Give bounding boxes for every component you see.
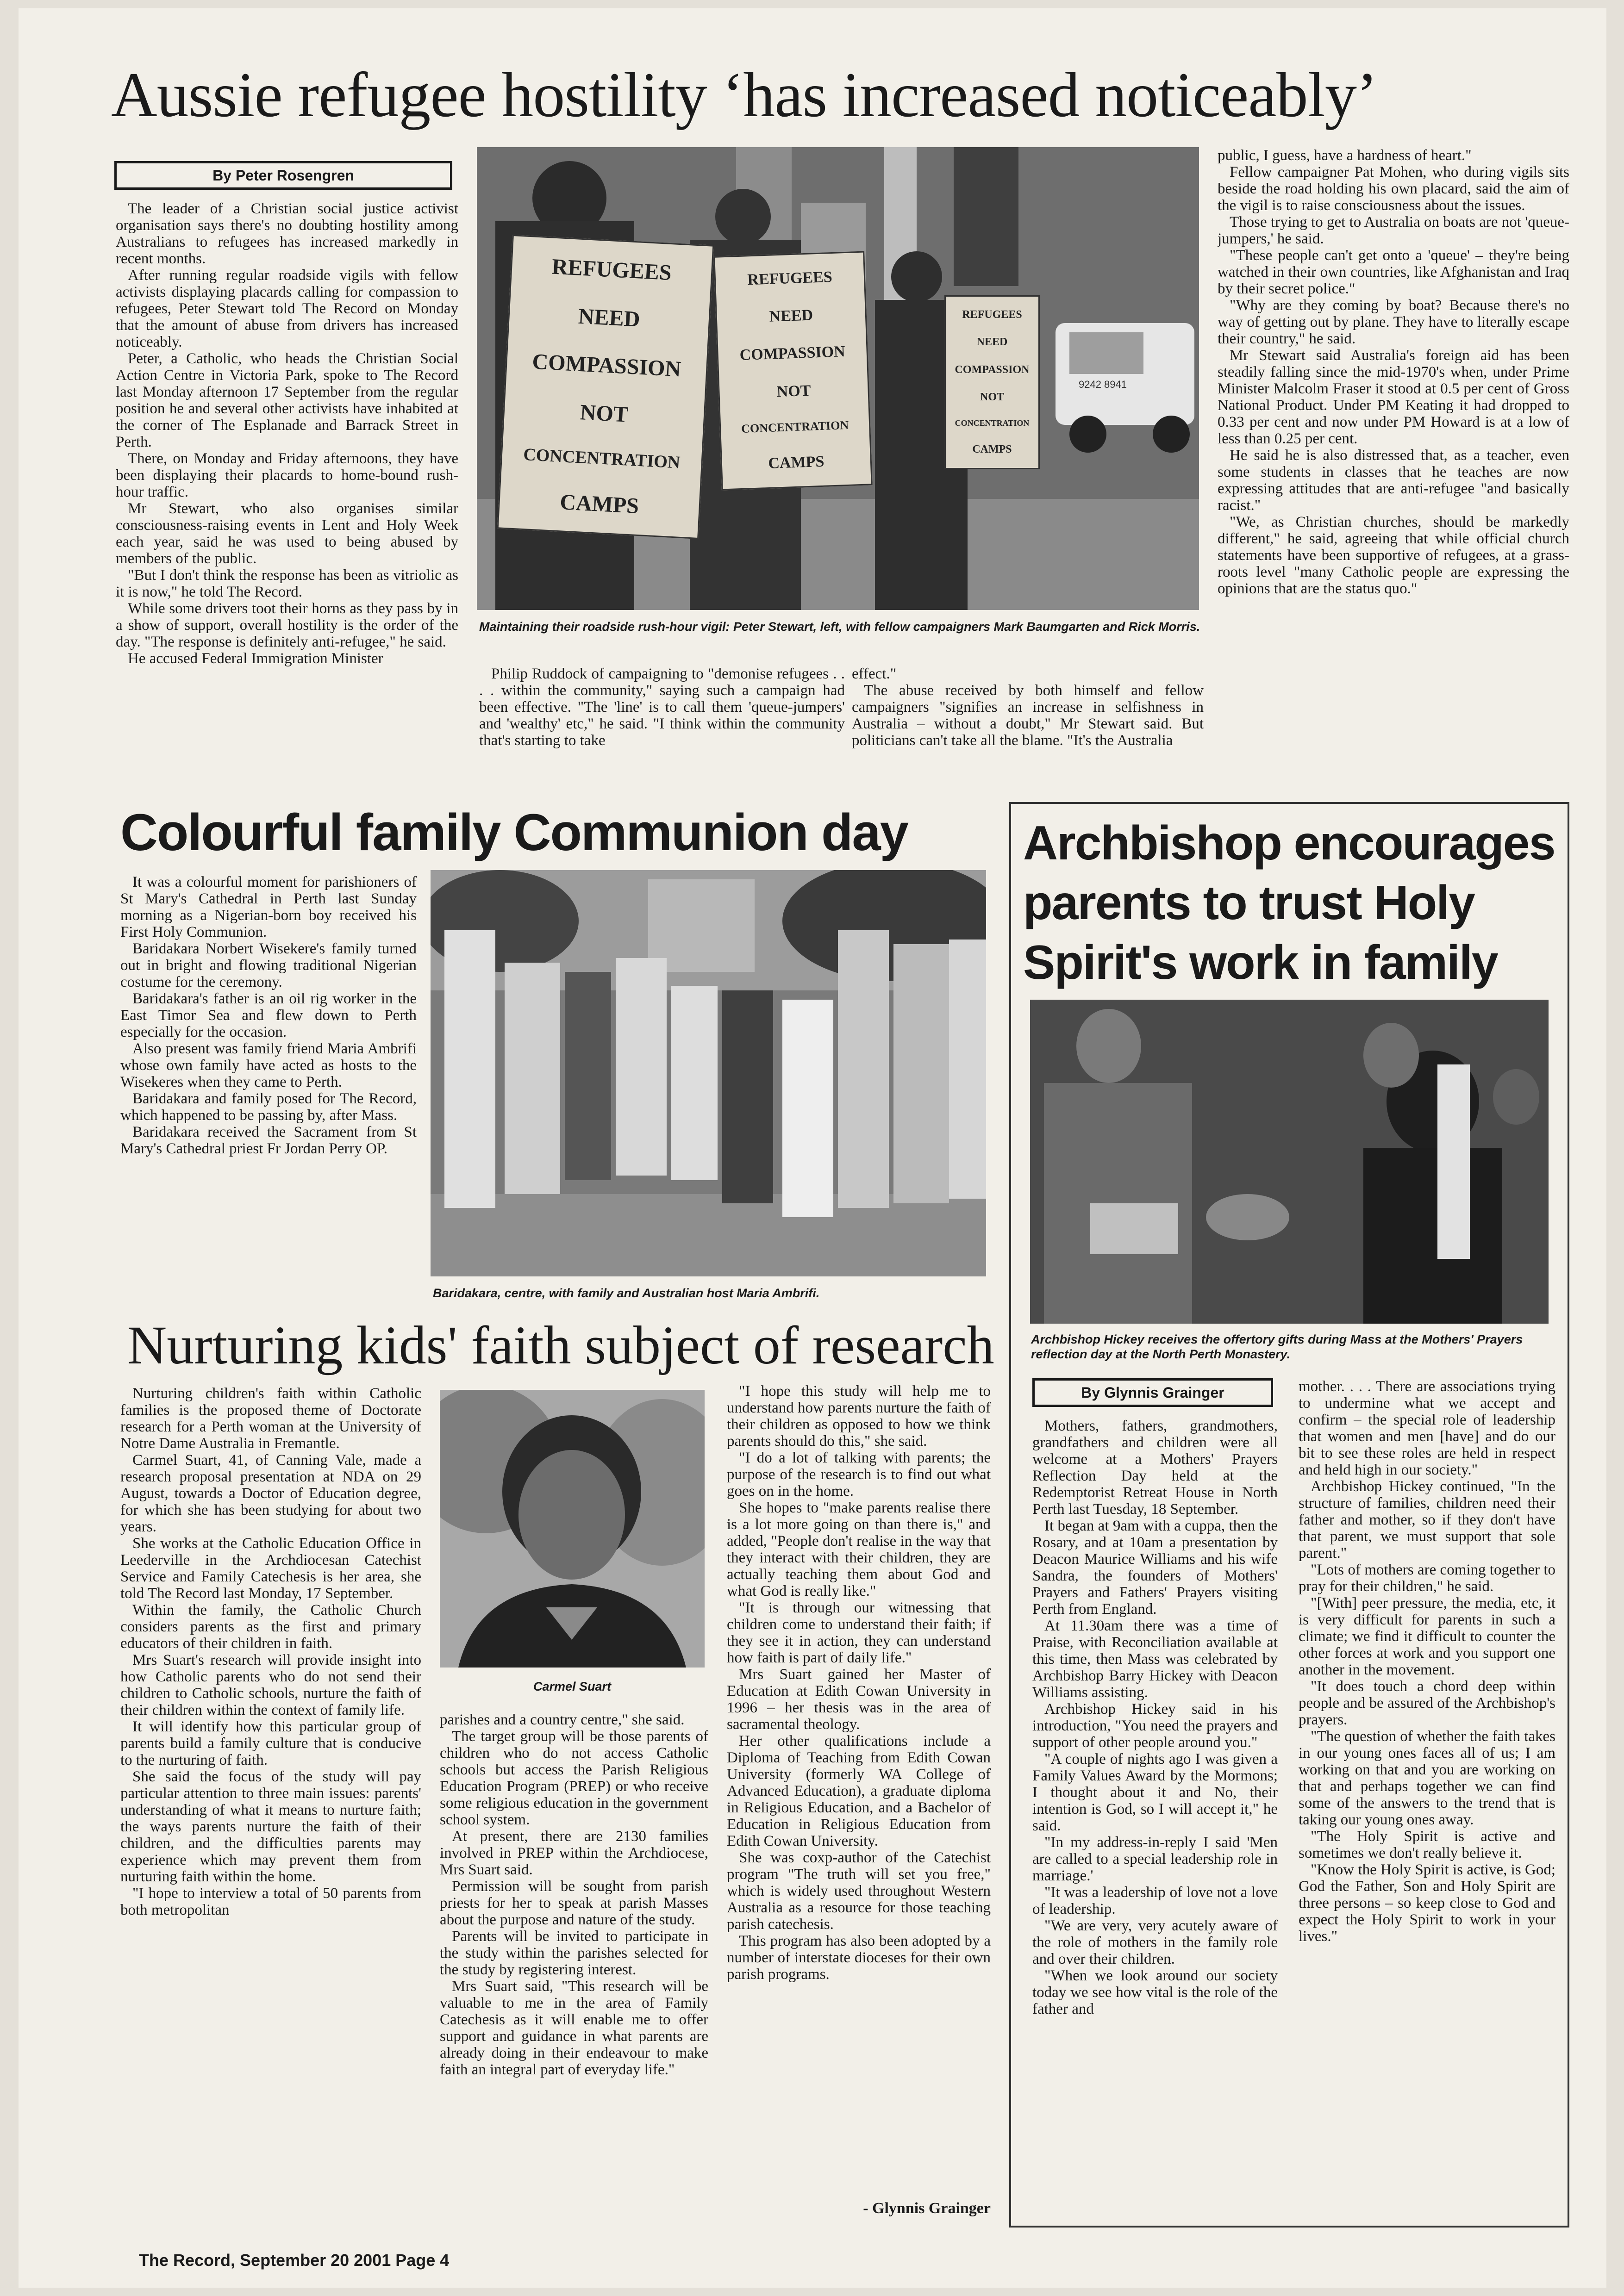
communion-photo-scene <box>431 870 986 1276</box>
portrait-scene <box>440 1390 705 1668</box>
carmel-suart-portrait <box>440 1390 705 1668</box>
refugee-column-4: public, I guess, have a hardness of heart." Fellow campaigner Pat Mohen, who during vigils sits beside the road holding his own placard, said the aim of the vigil is to raise consciousness about the issues. Those trying to get to Australia on boats are not 'queue-jumpers,' he said. "These people can't get onto a 'queue' – they're being watched in their own countries, like Afghanistan and Iraq by their secret police." "Why are they coming by boat? Because there's no way of getting out by plane. They have to literally escape their country," he said. Mr Stewart said Australia's foreign aid has been steadily falling since the mid-1970's when, under Prime Minister Malcolm Fraser it stood at 0.5 per cent of Gross National Product. Under PM Keating it had dropped to 0.33 per cent and now under PM Howard is at a low of less than 0.25 per cent. He said he is also distressed that, as a teacher, even some students in classes that he teaches are now expressing attitudes that are anti-refugee "and basically racist." "We, as Christian churches, should be markedly different," he said, agreeing that while official church statements have been supportive of refugees, at a grass-roots level "many Catholic people are expressing the opinions that are the status quo." <box>1218 147 1569 597</box>
newspaper-page <box>19 8 1606 2288</box>
placard-left: REFUGEES NEED COMPASSION NOT CONCENTRATION CAMPS <box>497 235 714 539</box>
van-phone-number: 9242 8941 <box>1079 379 1127 390</box>
page-footer: The Record, September 20 2001 Page 4 <box>139 2251 450 2270</box>
archbishop-photo-scene <box>1030 1000 1549 1324</box>
communion-column: It was a colourful moment for parishioners of St Mary's Cathedral in Perth last Sunday morning as a Nigerian-born boy received his First Holy Communion. Baridakara Norbert Wisekere's family turned out in bright and flowing traditional Nigerian costume for the ceremony. Baridakara's father is an oil rig worker in the East Timor Sea and flew down to Perth especially for the occasion. Also present was family friend Maria Ambrifi whose own family have acted as hosts to the Wisekeres when they came to Perth. Baridakara and family posed for The Record, which happened to be passing by, after Mass. Baridakara received the Sacrament from St Mary's Cathedral priest Fr Jordan Perry OP. <box>120 874 417 1157</box>
grainger-signature: - Glynnis Grainger <box>863 2200 991 2217</box>
archbishop-photo <box>1030 1000 1549 1324</box>
communion-photo <box>431 870 986 1276</box>
archbishop-photo-caption: Archbishop Hickey receives the offertory gifts during Mass at the Mothers' Prayers reflection day at the North Perth Monastery. <box>1031 1332 1523 1361</box>
placard-middle: REFUGEES NEED COMPASSION NOT CONCENTRATION CAMPS <box>713 251 872 490</box>
refugee-column-1: The leader of a Christian social justice activist organisation says there's no doubting hostility among Australians to refugees has increased markedly in recent months. After running regular roadside vigils with fellow activists displaying placards calling for compassion to refugees, Peter Stewart told The Record on Monday that the amount of abuse from drivers has increased noticeably. Peter, a Catholic, who heads the Christian Social Action Centre in Victoria Park, spoke to The Record last Monday afternoon 17 September from the regular position he and several other activists have inhabited at the corner of The Esplanade and Barrack Street in Perth. There, on Monday and Friday afternoons, they have been displaying their placards to home-bound rush-hour traffic. Mr Stewart, who also organises similar consciousness-raising events in Lent and Holy Week each year, said he was used to being abused by members of the public. "But I don't think the response has been as vitriolic as it is now," he told The Record. While some drivers toot their horns as they pass by in a show of support, overall hostility is the order of the day. "The response is definitely anti-refugee," he said. He accused Federal Immigration Minister <box>116 200 458 667</box>
byline-grainger: By Glynnis Grainger <box>1032 1378 1273 1407</box>
archbishop-column-2: mother. . . . There are associations trying to undermine what we accept and confirm – the special role of leadership that women and men [have] and do our bit to see these roles are held in respect and held high in our society." Archbishop Hickey continued, "In the structure of families, children need their father and mother, so if they don't have that parent, we must support that sole parent." "Lots of mothers are coming together to pray for their children," he said. "[With] peer pressure, the media, etc, it is very difficult for parents in such a climate; we find it difficult to counter the other forces at work and you support one another in the movement. "It does touch a chord deep within people and be assured of the Archbishop's prayers. "The question of whether the faith takes in our young ones faces all of us; I am working on that and you are working on that and perhaps together we can find some of the answers to the trend that is taking our young ones away. "The Holy Spirit is active and sometimes we don't really believe it. "Know the Holy Spirit is active, is God; God the Father, Son and Holy Spirit are three persons – so keep close to God and expect the Holy Spirit to work in your lives." <box>1299 1378 1555 1945</box>
nurturing-column-1: Nurturing children's faith within Catholic families is the proposed theme of Doctorate research for a Perth woman at the University of Notre Dame Australia in Fremantle. Carmel Suart, 41, of Canning Vale, made a research proposal presentation at NDA on 29 August, towards a Doctor of Education degree, for which she has been studying for about two years. She works at the Catholic Education Office in Leederville in the Archdiocesan Catechist Service and Family Catechesis is her area, she told The Record last Monday, 17 September. Within the family, the Catholic Church considers parents as the first and primary educators of their children in faith. Mrs Suart's research will provide insight into how Catholic parents who do not send their children to Catholic schools, nurture the faith of their children within the context of family life. It will identify how this particular group of parents build a family culture that is conducive to the nurturing of faith. She said the focus of the study will pay particular attention to three main issues: parents' understanding of what it means to nurture faith; the ways parents nurture the faith of their children, and the difficulties parents may experience which may prevent them from nurturing faith within the home. "I hope to interview a total of 50 parents from both metropolitan <box>120 1385 421 1918</box>
nurturing-column-3: "I hope this study will help me to understand how parents nurture the faith of their children as opposed to how we think parents should do this," she said. "I do a lot of talking with parents; the purpose of the research is to find out what goes on in the home. She hopes to "make parents realise there is a lot more going on than there is," and added, "People don't realise in the way that they interact with their children, they are actually teaching them about God and what God is really like." "It is through our witnessing that children come to understand their faith; if they see it in action, they can understand how faith is part of daily life." Mrs Suart gained her Master of Education at Edith Cowan University in 1996 – her thesis was in the area of sacramental theology. Her other qualifications include a Diploma of Teaching from Edith Cowan University (formerly WA College of Advanced Education), a graduate diploma in Religious Education, and a Bachelor of Education in Religious Education from Edith Cowan University. She was coxp-author of the Catechist program "The truth will set you free," which is widely used throughout Western Australia as a resource for those teaching parish catechesis. This program has also been adopted by a number of interstate dioceses for their own parish programs. <box>727 1383 991 1983</box>
vigil-photo-caption: Maintaining their roadside rush-hour vigil: Peter Stewart, left, with fellow campaigners Mark Baumgarten and Rick Morris. <box>479 620 1200 634</box>
communion-photo-caption: Baridakara, centre, with family and Australian host Maria Ambrifi. <box>433 1286 820 1300</box>
nurturing-column-2: parishes and a country centre," she said. The target group will be those parents of children who do not access Catholic schools but access the Parish Religious Education Program (PREP) or who receive some religious education in the government school system. At present, there are 2130 families involved in PREP within the Archdiocese, Mrs Suart said. Permission will be sought from parish priests for her to speak at parish Masses about the purpose and nature of the study. Parents will be invited to participate in the study within the parishes selected for the study by registering interest. Mrs Suart said, "This research will be valuable to me in the area of Family Catechesis as it will enable me to offer support and guidance in what parents are already doing in their endeavour to make faith an integral part of everyday life." <box>440 1711 708 2078</box>
refugee-column-3: effect." The abuse received by both himself and fellow campaigners "signifies an increase in selfishness in Australia – without a doubt," Mr Stewart said. But politicians can't take all the blame. "It's the Australia <box>852 666 1204 749</box>
headline-communion: Colourful family Communion day <box>120 803 908 861</box>
refugee-column-2: Philip Ruddock of campaigning to "demonise refugees . . . . within the community," saying such a campaign had been effective. "The 'line' is to call them 'queue-jumpers' and 'wealthy' etc," he said. "I think within the community that's starting to take <box>479 666 845 749</box>
vigil-photo <box>477 147 1199 610</box>
byline-rosengren: By Peter Rosengren <box>114 161 452 190</box>
archbishop-column-1: Mothers, fathers, grandmothers, grandfathers and children were all welcome at a Mothers' Prayers Reflection Day held at the Redemptorist Retreat House in North Perth last Tuesday, 18 September. It began at 9am with a cuppa, then the Rosary, and at 10am a presentation by Deacon Maurice Williams and his wife Sandra, the founders of Mothers' Prayers and Fathers' Prayers visiting Perth from England. At 11.30am there was a time of Praise, with Reconciliation available at this time, then Mass was celebrated by Archbishop Barry Hickey with Deacon Williams assisting. Archbishop Hickey said in his introduction, "You need the prayers and support of other people around you." "A couple of nights ago I was given a Family Values Award by the Mormons; I thought about it and No, their intention is God, so I will accept it," he said. "In my address-in-reply I said 'Men are called to a special leadership role in marriage.' "It was a leadership of love not a love of leadership. "We are very, very acutely aware of the role of mothers in the family role and over their children. "When we look around our society today we see how vital is the role of the father and <box>1032 1418 1278 2017</box>
headline-nurturing: Nurturing kids' faith subject of research <box>127 1315 994 1375</box>
headline-archbishop: Archbishop encourages parents to trust Holy Spirit's work in family <box>1023 816 1555 989</box>
portrait-caption: Carmel Suart <box>533 1680 612 1693</box>
placard-right: REFUGEES NEED COMPASSION NOT CONCENTRATION CAMPS <box>944 295 1040 469</box>
headline-refugee: Aussie refugee hostility ‘has increased noticeably’ <box>111 59 1377 130</box>
